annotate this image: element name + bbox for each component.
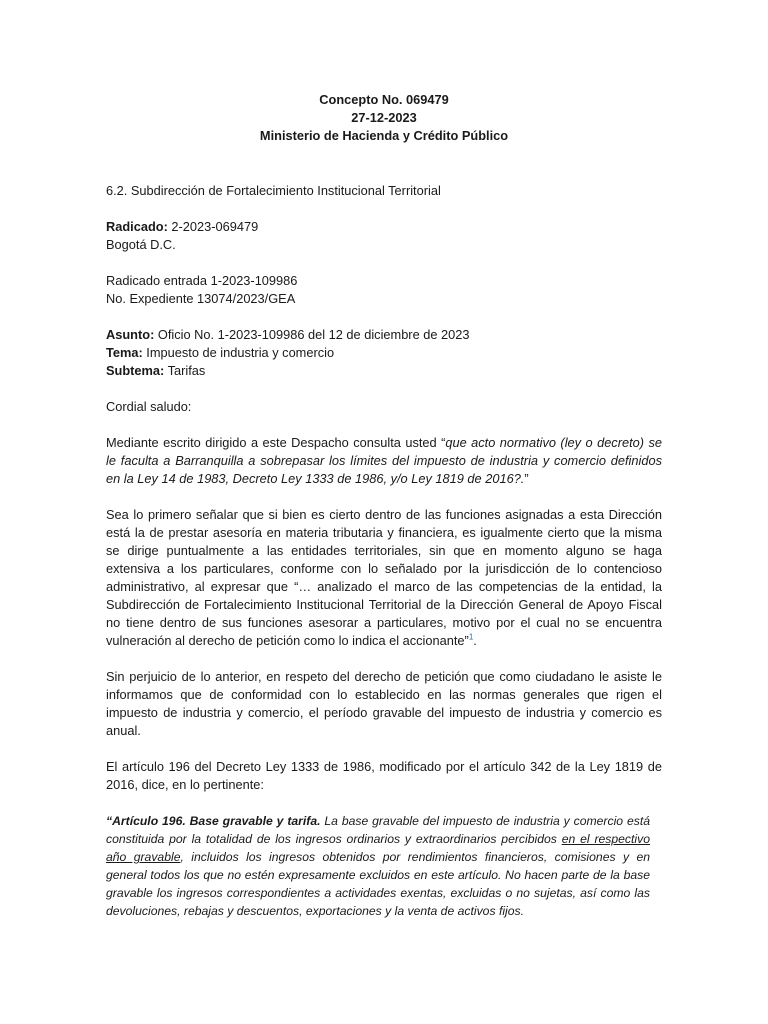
query-close: ” [524, 471, 529, 486]
subtema-label: Subtema: [106, 363, 165, 378]
document-header [0, 91, 768, 145]
asunto-label: Asunto: [106, 327, 155, 342]
paragraph-competence [106, 506, 662, 650]
article-title: “Artículo 196. Base gravable y tarifa. [106, 814, 321, 828]
paragraph-query [106, 434, 662, 488]
entrada-line: Radicado entrada 1-2023-109986 [106, 273, 298, 288]
competence-end: . [473, 633, 477, 648]
paragraph-period: Sin perjuicio de lo anterior, en respeto del derecho de petición que como ciudadano le asiste le informamos que de conformidad con lo establecido en las normas generales que rigen el impuesto de industria y comercio, el período gravable del impuesto de industria y comercio es anual. [106, 669, 662, 738]
asunto-value: Oficio No. 1-2023-109986 del 12 de diciembre de 2023 [154, 327, 470, 342]
document-body [106, 182, 662, 920]
radicado-value: 2-2023-069479 [167, 219, 259, 234]
asunto-line [106, 326, 662, 344]
expediente-line: No. Expediente 13074/2023/GEA [106, 291, 296, 306]
paragraph-article-intro: El artículo 196 del Decreto Ley 1333 de 1986, modificado por el artículo 342 de la Ley 1819 de 2016, dice, en lo pertinente: [106, 759, 662, 792]
subtema-line [106, 362, 662, 380]
ministry-name: Ministerio de Hacienda y Crédito Público [259, 128, 509, 143]
office-line: 6.2. Subdirección de Fortalecimiento Institucional Territorial [106, 183, 441, 198]
subtema-value: Tarifas [164, 363, 206, 378]
city-line: Bogotá D.C. [106, 237, 176, 252]
footnote-reference[interactable]: 1 [468, 632, 474, 642]
greeting: Cordial saludo: [106, 399, 192, 414]
query-intro: Mediante escrito dirigido a este Despacho consulta usted “ [106, 435, 446, 450]
radicado-label: Radicado: [106, 219, 168, 234]
article-underlined-text: en el respectivo año gravable [106, 832, 650, 864]
article-text-2: , incluidos los ingresos obtenidos por rendimientos financieros, comisiones y en general todos los que no estén expresamente excluidos en este artículo. No hacen parte de la base gravable los ingresos correspondientes a actividades exentas, excluidas o no sujetas, así como las devoluciones, rebajas y descuentos, exportaciones y la venta de activos fijos. [106, 850, 650, 918]
radicado-line [106, 218, 662, 236]
article-quote-block [106, 812, 650, 920]
tema-line [106, 344, 662, 362]
concept-date: 27-12-2023 [351, 110, 417, 125]
tema-label: Tema: [106, 345, 143, 360]
competence-text: Sea lo primero señalar que si bien es cierto dentro de las funciones asignadas a esta Dirección está la de prestar asesoría en materia tributaria y financiera, es igualmente cierto que la misma se dirige puntualmente a las entidades territoriales, sin que en momento alguno se haga extensiva a los particulares, conforme con lo señalado por la jurisdicción de lo contencioso administrativo, al expresar que “… analizado el marco de las competencias de la entidad, la Subdirección de Fortalecimiento Institucional Territorial de la Dirección General de Apoyo Fiscal no tiene dentro de sus funciones asesorar a particulares, motivo por el cual no se encuentra vulneración al derecho de petición como lo indica el accionante” [106, 507, 662, 648]
article-text-1: La base gravable del impuesto de industria y comercio está constituida por la totalidad de los ingresos ordinarios y extraordinarios percibidos [106, 814, 650, 846]
tema-value: Impuesto de industria y comercio [142, 345, 335, 360]
query-quote: que acto normativo (ley o decreto) se le faculta a Barranquilla a sobrepasar los límites del impuesto de industria y comercio definidos en la Ley 14 de 1983, Decreto Ley 1333 de 1986, y/o Ley 1819 de 2016?. [106, 435, 662, 486]
concept-number: Concepto No. 069479 [319, 92, 449, 107]
